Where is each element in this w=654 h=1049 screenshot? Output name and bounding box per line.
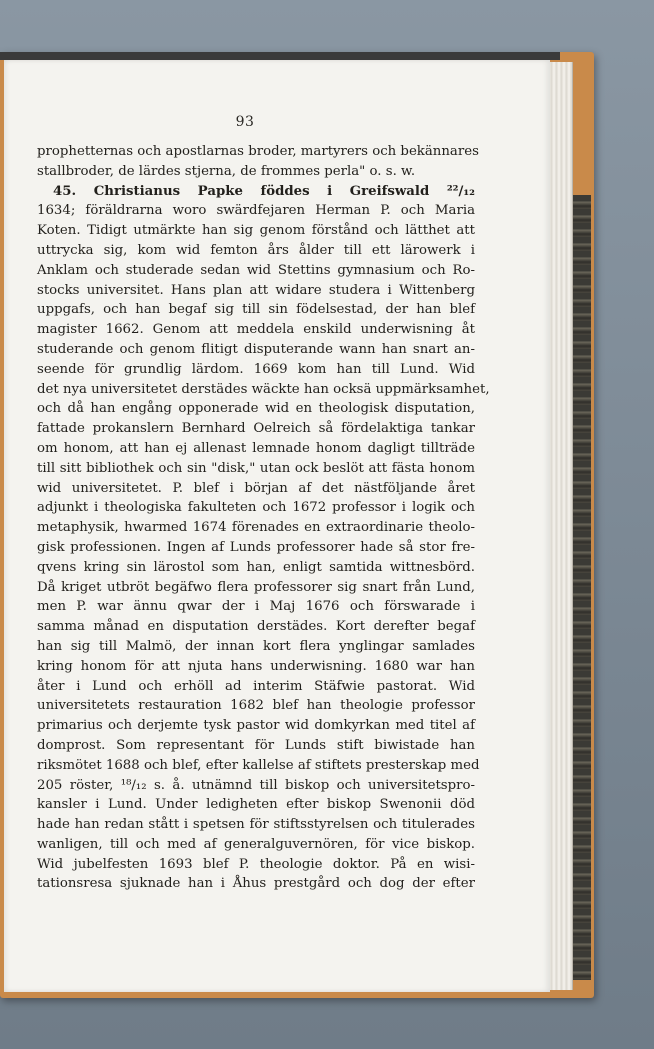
text-line: studerande och genom flitigt disputerande wann han snart an- — [37, 341, 475, 357]
text-line: tationsresa sjuknade han i Åhus prestgård och dog der efter — [37, 876, 475, 892]
book-cover-top-edge — [0, 52, 560, 60]
text-line: men P. war ännu qwar der i Maj 1676 och förswarade i — [37, 599, 475, 615]
text-line: Koten. Tidigt utmärkte han sig genom förstånd och lätthet att — [37, 223, 475, 239]
text-line: wid universitetet. P. blef i början af det nästföljande året — [37, 480, 475, 496]
text-line: och då han engång opponerade wid en theologisk disputation, — [37, 401, 475, 417]
text-line: seende för grundlig lärdom. 1669 kom han till Lund. Wid — [37, 361, 475, 377]
text-line: adjunkt i theologiska fakulteten och 1672 professor i logik och — [37, 500, 475, 516]
text-line: kansler i Lund. Under ledigheten efter biskop Swenonii död — [37, 797, 475, 813]
text-line: gisk professionen. Ingen af Lunds professorer hade så stor fre- — [37, 539, 475, 555]
text-line: metaphysik, hwarmed 1674 förenades en extraordinarie theolo- — [37, 520, 475, 536]
text-line: primarius och derjemte tysk pastor wid domkyrkan med titel af — [37, 718, 475, 734]
text-line: Då kriget utbröt begäfwo flera professorer sig snart från Lund, — [37, 579, 475, 595]
text-line: domprost. Som representant för Lunds stift biwistade han — [37, 737, 475, 753]
text-line: prophetternas och apostlarnas broder, martyrers och bekännares — [37, 144, 479, 159]
text-line: hade han redan stått i spetsen för stiftsstyrelsen och titulerades — [37, 817, 475, 833]
book-spine — [571, 195, 591, 980]
text-line: stallbroder, de lärdes stjerna, de frommes perla" o. s. w. — [37, 163, 416, 179]
text-line: qvens kring sin lärostol som han, enligt samtida wittnesbörd. — [37, 559, 475, 575]
text-line: 205 röster, ¹⁸/₁₂ s. å. utnämnd till biskop och universitetspro- — [37, 777, 475, 793]
text-line: stocks universitet. Hans plan att widare studera i Wittenberg — [37, 282, 475, 298]
text-line: Anklam och studerade sedan wid Stettins gymnasium och Ro- — [37, 262, 475, 278]
page-number: 93 — [235, 114, 255, 130]
text-line: wanligen, till och med af generalguvernören, för vice biskop. — [37, 836, 475, 852]
text-line: magister 1662. Genom att meddela enskild underwisning åt — [37, 322, 475, 338]
text-line: om honom, att han ej allenast lemnade honom dagligt tillträde — [37, 440, 475, 456]
text-line: kring honom för att njuta hans underwisning. 1680 war han — [37, 658, 475, 674]
text-line: Wid jubelfesten 1693 blef P. theologie doktor. På en wisi- — [37, 856, 475, 872]
text-line: det nya universitetet derstädes wäckte han ocksä uppmärksamhet, — [37, 381, 490, 397]
page-edges — [548, 62, 573, 990]
text-line: 1634; föräldrarna woro swärdfejaren Herman P. och Maria — [37, 203, 475, 219]
text-line: fattade prokanslern Bernhard Oelreich så fördelaktiga tankar — [37, 421, 475, 437]
book-page — [4, 60, 550, 992]
page-text — [37, 142, 490, 894]
text-line: till sitt bibliothek och sin "disk," utan ock beslöt att fästa honom — [37, 460, 475, 476]
text-line: riksmötet 1688 och blef, efter kallelse af stiftets presterskap med — [37, 757, 480, 773]
text-line: samma månad en disputation derstädes. Kort derefter begaf — [37, 619, 475, 635]
text-line-entry-heading: 45. Christianus Papke föddes i Greifswald ²²/₁₂ — [53, 183, 475, 199]
text-line: universitetets restauration 1682 blef han theologie professor — [37, 698, 475, 714]
text-line: uppgafs, och han begaf sig till sin födelsestad, der han blef — [37, 302, 475, 318]
text-line: åter i Lund och erhöll ad interim Stäfwie pastorat. Wid — [37, 678, 475, 694]
text-line: uttrycka sig, kom wid femton års ålder till ett lärowerk i — [37, 242, 475, 258]
text-line: han sig till Malmö, der innan kort flera ynglingar samlades — [37, 638, 475, 654]
